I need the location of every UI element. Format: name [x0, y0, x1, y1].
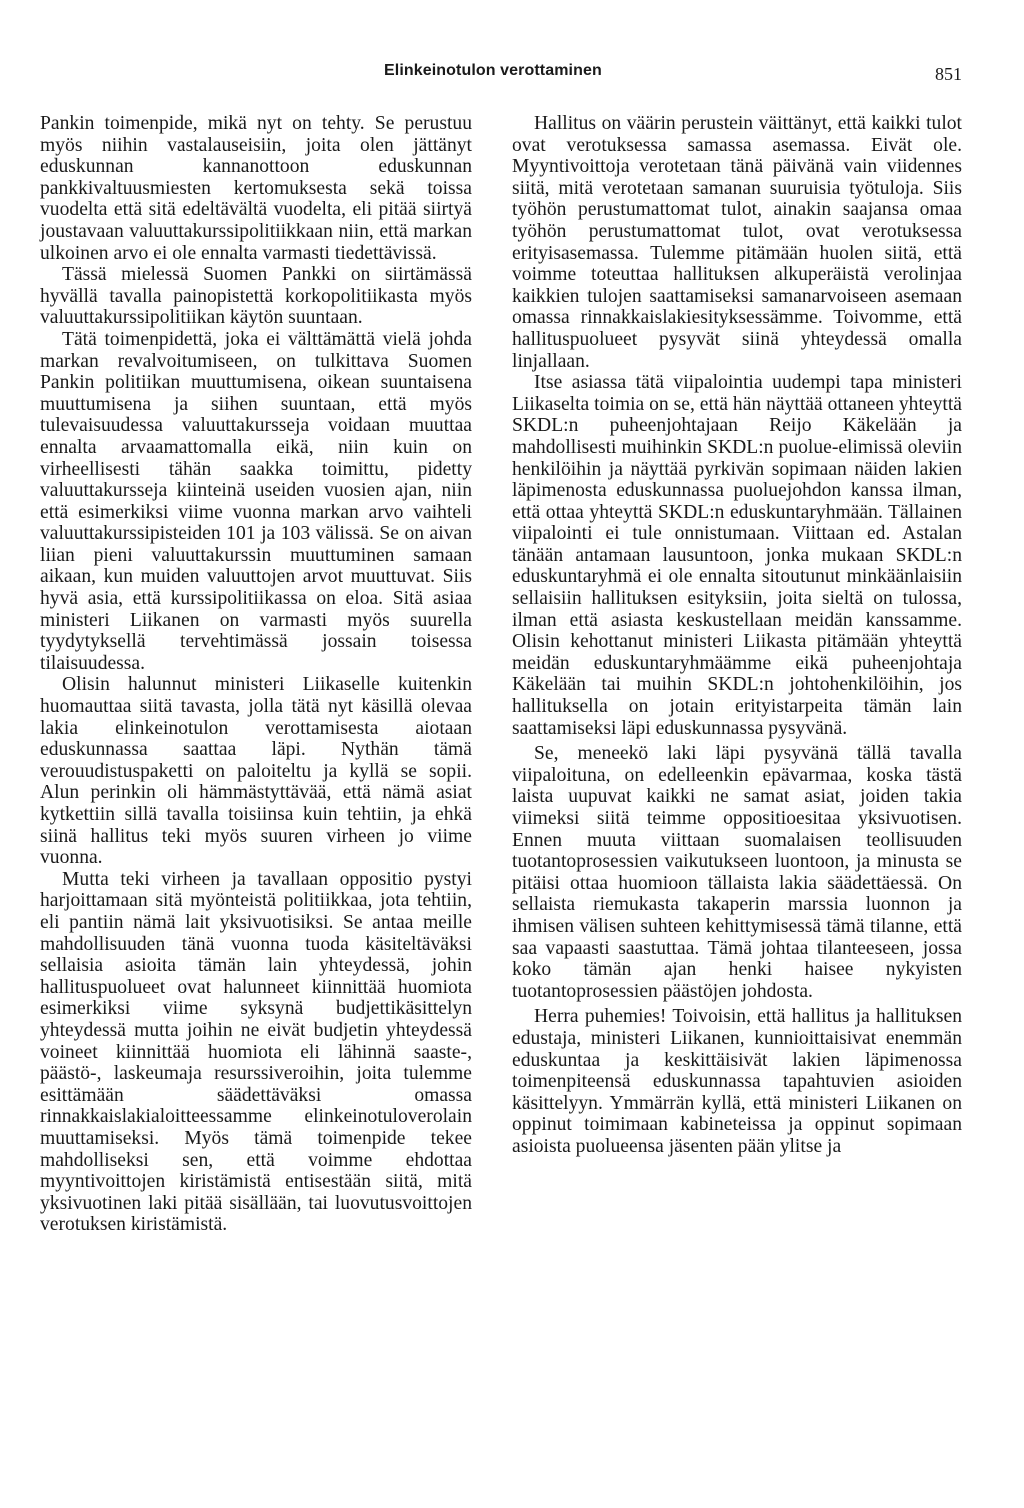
paragraph: Itse asiassa tätä viipalointia uudempi tapa ministeri Liikaselta toimia on se, että hän näyttää ottaneen yhteyttä SKDL:n puheenjohtajaan Reijo Käkelään ja mahdollisesti muihinkin SKDL:n puolue-elimissä oleviin henkilöihin ja näyttää pyrkivän sopimaan näiden lakien läpimenosta eduskunnassa puoluejohdon kanssa ilman, että ottaa yhteyttä SKDL:n eduskuntaryhmään. Tällainen viipalointi ei tule onnistumaan. Viittaan ed. Astalan tänään antamaan lausuntoon, jonka mukaan SKDL:n eduskuntaryhmä ei ole ennalta sitoutunut minkäänlaisiin sellaisiin hallituksen esityksiin, joita sieltä on tulossa, ilman että asiasta keskustellaan meidän kanssamme. Olisin kehottanut ministeri Liikasta pitämään yhteyttä meidän eduskuntaryhmäämme eikä puheenjohtaja Käkelään tai muihin SKDL:n johtohenkilöihin, jos hallituksella on jotain erityistarpeita tämän lain saattamiseksi läpi eduskunnassa pysyvänä.: [512, 372, 962, 739]
paragraph: Herra puhemies! Toivoisin, että hallitus ja hallituksen edustaja, ministeri Liikanen, kunnioittaisivat enemmän eduskuntaa ja keskittäisivät lakien läpimenossa toimenpiteensä eduskunnassa tapahtuvien asioiden käsittelyyn. Ymmärrän kyllä, että ministeri Liikanen on oppinut toimimaan kabineteissa ja oppinut sopimaan asioista puolueensa jäsenten pään ylitse ja: [512, 1006, 962, 1157]
paragraph: Hallitus on väärin perustein väittänyt, että kaikki tulot ovat verotuksessa samassa asemassa. Eivät ole. Myyntivoittoja verotetaan tänä päivänä vain viidennes siitä, mitä verotetaan samanan suuruisia työtuloja. Siis työhön perustumattomat tulot, ainakin saajansa omaa työhön perustumattomat tulot, ovat verotuksessa erityisasemassa. Tulemme pitämään huolen siitä, että voimme toteuttaa hallituksen alkuperäistä verolinjaa kaikkien tulojen saattamiseksi samanarvoiseen asemaan omassa rinnakkaislakiesityksessämme. Toivomme, että hallituspuolueet pysyvät siinä yhteydessä omalla linjallaan.: [512, 113, 962, 372]
right-column: [512, 113, 962, 1158]
paragraph: Tässä mielessä Suomen Pankki on siirtämässä hyvällä tavalla painopistettä korkopolitiikasta myös valuuttakurssipolitiikan käytön suuntaan.: [40, 264, 472, 329]
paragraph: Mutta teki virheen ja tavallaan oppositio pystyi harjoittamaan sitä myönteistä politiikkaa, jota tehtiin, eli pantiin nämä lait yksivuotisiksi. Se antaa meille mahdollisuuden tänä vuonna tuoda käsiteltäväksi sellaisia asioita tämän lain yhteydessä, johin hallituspuolueet ovat halunneet kiinnittää huomiota esimerkiksi viime syksynä budjettikäsittelyn yhteydessä mutta joihin ne eivät budjetin yhteydessä voineet kiinnittää huomiota eli lähinnä saaste-, päästö-, laskeumaja resurssiveroihin, joita tulemme esittämään säädettäväksi omassa rinnakkaislakialoitteessamme elinkeinotuloverolain muuttamiseksi. Myös tämä toimenpide tekee mahdolliseksi sen, että voimme ehdottaa myyntivoittojen kiristämistä entisestään siitä, mitä yksivuotinen laki pitää sisällään, tai luovutusvoittojen verotuksen kiristämistä.: [40, 868, 472, 1236]
paragraph: Se, meneekö laki läpi pysyvänä tällä tavalla viipaloituna, on edelleenkin epävarmaa, koska tästä laista uupuvat kaikki ne samat asiat, joiden takia viimeksi siitä teimme oppositioesitaa yksivuotisen. Ennen muuta viittaan suomalaisen teollisuuden tuotantoprosessien vaikutukseen luontoon, ja minusta se pitäisi ottaa huomioon tällaista lakia säädettäessä. On sellaista riemukasta takaperin marssia luonnon ja ihmisen välisen suhteen kehittymisessä tämä tilanne, että saa vapaasti saastuttaa. Tämä johtaa tilanteeseen, jossa koko tämän ajan henki haisee nykyisten tuotantoprosessien päästöjen johdosta.: [512, 743, 962, 1002]
paragraph: Pankin toimenpide, mikä nyt on tehty. Se perustuu myös niihin vastalauseisiin, joita olen jättänyt eduskunnan kannanottoon eduskunnan pankkivaltuusmiesten kertomuksesta sekä toissa vuodelta että sitä edeltävältä vuodelta, eli pitää siirtyä joustavaan valuuttakurssipolitiikkaan niin, että markan ulkoinen arvo ei ole ennalta varmasti tiedettävissä.: [40, 113, 472, 264]
paragraph: Tätä toimenpidettä, joka ei välttämättä vielä johda markan revalvoitumiseen, on tulkittava Suomen Pankin politiikan muuttumisena, oikean suuntaisena muuttumisena ja siihen suuntaan, että myös tulevaisuudessa valuuttakursseja voidaan muuttaa ennalta arvaamattomalla eikä, niin kuin on virheellisesti tähän saakka toimittu, pidetty valuuttakursseja kiinteinä useiden vuosien ajan, niin että esimerkiksi viime vuonna markan arvo vaihteli valuuttakurssipisteiden 101 ja 103 välissä. Se on aivan liian pieni valuuttakurssin muuttuminen samaan aikaan, kun muiden valuuttojen arvot muuttuvat. Siis hyvä asia, että kurssipolitiikassa on eloa. Sitä asiaa ministeri Liikanen on varmasti myös suurella tyydytyksellä tervehtimässä jossain toisessa tilaisuudessa.: [40, 328, 472, 674]
paragraph: Olisin halunnut ministeri Liikaselle kuitenkin huomauttaa siitä tavasta, jolla tätä nyt käsillä olevaa lakia elinkeinotulon verottamisesta aiotaan eduskunnassa saattaa läpi. Nythän tämä verouudistuspaketti on paloiteltu ja kyllä se sopii. Alun perinkin oli hämmästyttävää, että nämä asiat kytkettiin sillä tavalla toisiinsa kuin tehtiin, ja ehkä siinä hallitus teki myös suuren virheen jo viime vuonna.: [40, 674, 472, 869]
running-header: Elinkeinotulon verottaminen: [384, 62, 602, 79]
page-number: 851: [935, 64, 962, 84]
left-column: [40, 113, 472, 1236]
